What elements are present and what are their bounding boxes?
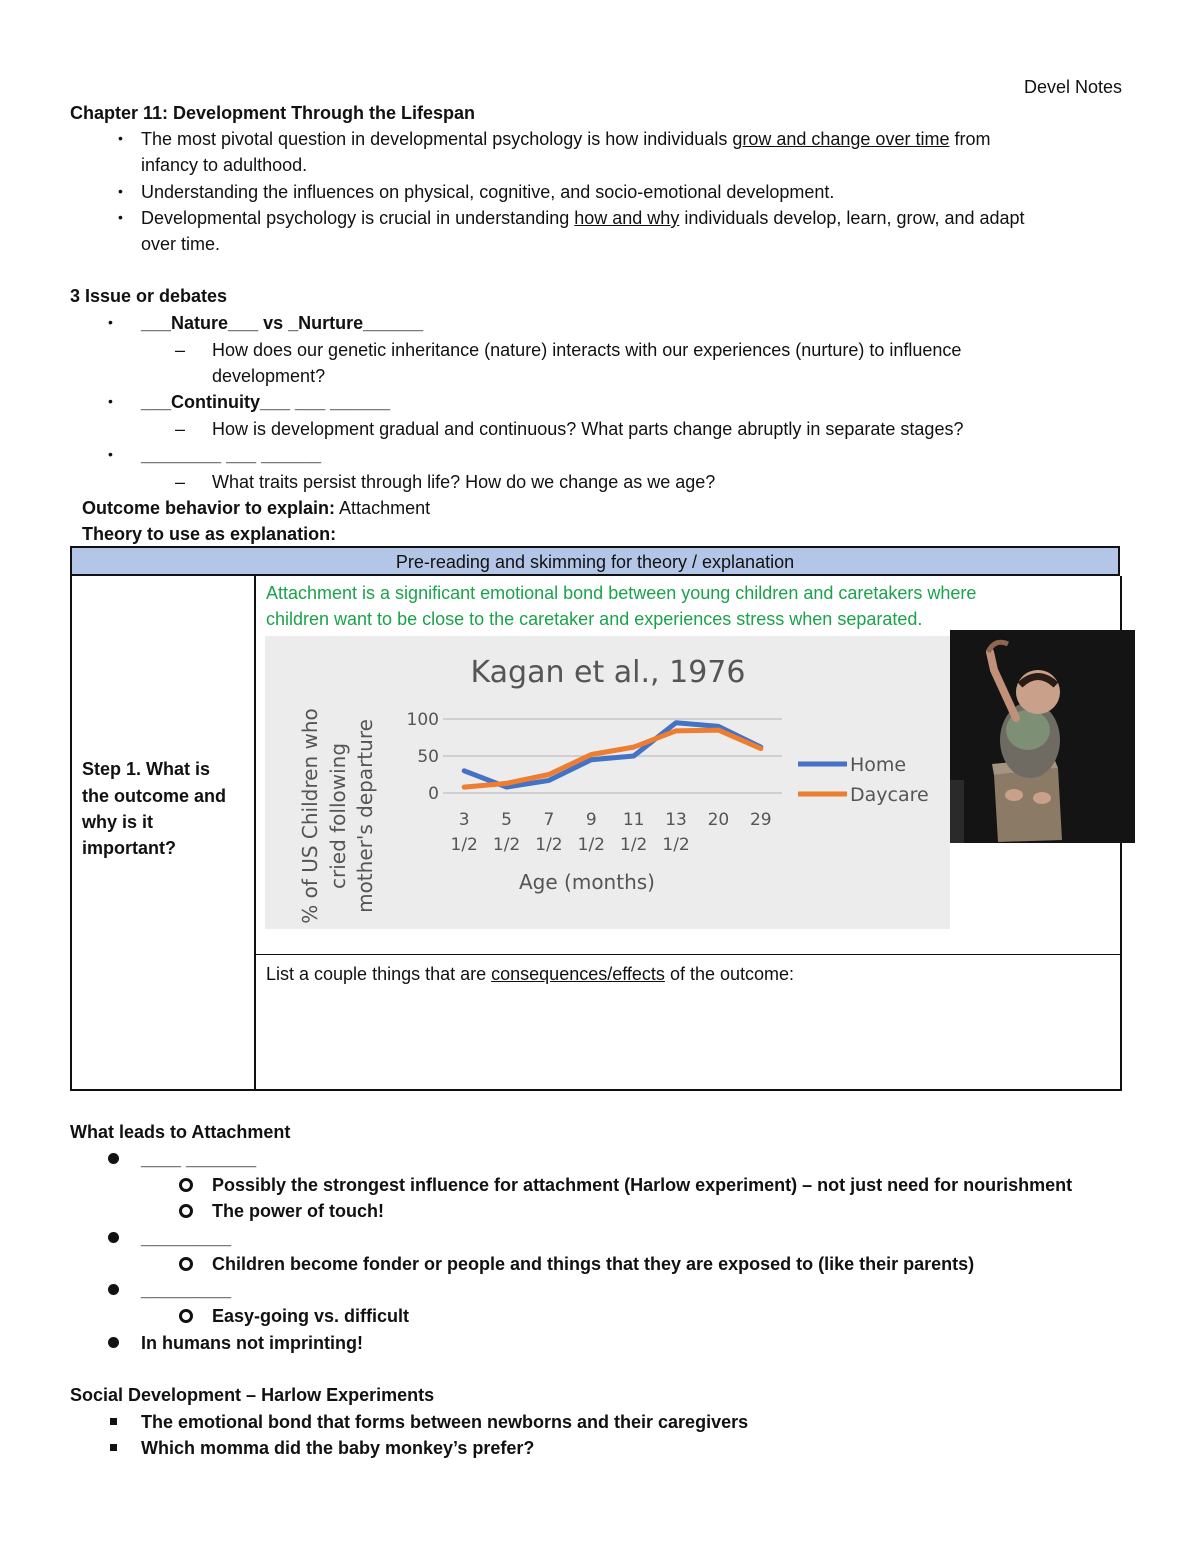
issue-label-3: ________ ___ ______: [141, 445, 322, 465]
x-tick-label-fraction: 1/2: [620, 835, 648, 855]
definition-line-1: Attachment is a significant emotional bond between young children and caretakers where: [266, 583, 977, 603]
leads-label-3: _________: [141, 1280, 232, 1300]
sub-bullet-icon: [179, 1204, 193, 1218]
x-tick-label-fraction: 1/2: [662, 835, 690, 855]
x-axis-label: Age (months): [519, 870, 655, 894]
bullet-icon: •: [108, 314, 113, 330]
bullet-icon: [108, 1337, 119, 1348]
step-label-4: important?: [82, 838, 176, 858]
leads-label-4: In humans not imprinting!: [141, 1333, 363, 1353]
x-tick-label: 5: [501, 810, 512, 830]
table-header-text: Pre-reading and skimming for theory / explanation: [395, 552, 795, 572]
dash-icon: –: [175, 472, 186, 492]
x-tick-label-fraction: 1/2: [577, 835, 605, 855]
sub-bullet-icon: [179, 1309, 193, 1323]
chapter-title: Chapter 11: Development Through the Lifespan: [70, 103, 476, 123]
step-label-3: why is it: [82, 812, 154, 832]
x-tick-label: 9: [585, 810, 597, 830]
sub-bullet-icon: [179, 1178, 193, 1192]
chapter-bullet-2: Understanding the influences on physical, cognitive, and socio-emotional development.: [141, 182, 835, 202]
leads-sub-1b: The power of touch!: [212, 1201, 384, 1221]
bullet-icon: •: [108, 393, 113, 409]
document-label: Devel Notes: [1024, 77, 1123, 97]
issue-sub-1a: How does our genetic inheritance (nature) interacts with our experiences (nurture) to influence: [212, 340, 962, 360]
y-axis-label-3: mother's departure: [353, 719, 377, 913]
wooden-block: [994, 768, 1062, 842]
baby-photo: [950, 630, 1135, 843]
leads-label-2: _________: [141, 1228, 232, 1248]
bullet-icon: [110, 1444, 117, 1451]
y-axis-label-2: cried following: [326, 742, 350, 890]
bullet-icon: •: [118, 130, 123, 146]
bullet-icon: •: [118, 209, 123, 225]
chart-title: Kagan et al., 1976: [470, 655, 746, 690]
x-tick-label: 29: [749, 810, 772, 830]
x-tick-label-fraction: 1/2: [492, 835, 521, 855]
y-tick-label: 50: [417, 747, 439, 767]
y-axis-label-1: % of US Children who: [298, 708, 322, 924]
legend-label-home: Home: [850, 754, 907, 776]
leads-title: What leads to Attachment: [70, 1122, 291, 1142]
bullet-icon: •: [108, 446, 113, 462]
y-tick-label: 100: [406, 710, 439, 730]
chapter-bullet-3: Developmental psychology is crucial in understanding how and why individuals develop, learn, grow, and adapt: [141, 208, 1025, 228]
attachment-chart: [265, 636, 950, 929]
step-label-1: Step 1. What is: [82, 759, 211, 779]
table-row-divider: [256, 954, 1120, 955]
bullet-icon: [108, 1232, 119, 1243]
chapter-bullet-1-cont: infancy to adulthood.: [141, 155, 308, 175]
social-item-1: The emotional bond that forms between newborns and their caregivers: [141, 1412, 749, 1432]
bullet-icon: •: [118, 183, 123, 199]
chapter-bullet-3-cont: over time.: [141, 234, 221, 254]
leads-label-1: ____ _______: [141, 1149, 257, 1169]
social-title: Social Development – Harlow Experiments: [70, 1385, 435, 1405]
bullet-icon: [108, 1153, 119, 1164]
sub-bullet-icon: [179, 1257, 193, 1271]
x-tick-label: 11: [622, 810, 645, 830]
x-tick-label-fraction: 1/2: [450, 835, 478, 855]
social-item-2: Which momma did the baby monkey’s prefer?: [141, 1438, 535, 1458]
table-column-divider: [254, 576, 256, 1090]
dash-icon: –: [175, 419, 186, 439]
dash-icon: –: [175, 340, 186, 360]
y-tick-label: 0: [428, 784, 439, 804]
theory-label: Theory to use as explanation:: [82, 524, 337, 544]
issue-sub-1b: development?: [212, 366, 326, 386]
table-header: [70, 546, 1120, 576]
issue-sub-3a: What traits persist through life? How do we change as we age?: [212, 472, 716, 492]
bullet-icon: [110, 1418, 117, 1425]
issue-label-2: ___Continuity___ ___ ______: [141, 392, 391, 412]
issues-title: 3 Issue or debates: [70, 286, 228, 306]
definition-line-2: children want to be close to the caretaker and experiences stress when separated.: [266, 609, 923, 629]
outcome-line: Outcome behavior to explain: Attachment: [82, 498, 431, 518]
x-tick-label: 13: [665, 810, 687, 830]
consequences-prompt: List a couple things that are consequences/effects of the outcome:: [266, 964, 795, 984]
leads-sub-2a: Children become fonder or people and things that they are exposed to (like their parents): [212, 1254, 975, 1274]
chapter-bullet-1: The most pivotal question in developmental psychology is how individuals grow and change over time from: [141, 129, 991, 149]
issue-label-1: ___Nature___ vs _Nurture______: [141, 313, 424, 333]
legend-label-daycare: Daycare: [850, 784, 929, 806]
leads-sub-3a: Easy-going vs. difficult: [212, 1306, 410, 1326]
x-tick-label-fraction: 1/2: [535, 835, 563, 855]
step-label-2: the outcome and: [82, 786, 227, 806]
issue-sub-2a: How is development gradual and continuous? What parts change abruptly in separate stages?: [212, 419, 964, 439]
x-tick-label: 7: [543, 810, 555, 830]
x-tick-label: 3: [458, 810, 470, 830]
bullet-icon: [108, 1284, 119, 1295]
x-tick-label: 20: [707, 810, 730, 830]
leads-sub-1a: Possibly the strongest influence for attachment (Harlow experiment) – not just need for nourishment: [212, 1175, 1073, 1195]
